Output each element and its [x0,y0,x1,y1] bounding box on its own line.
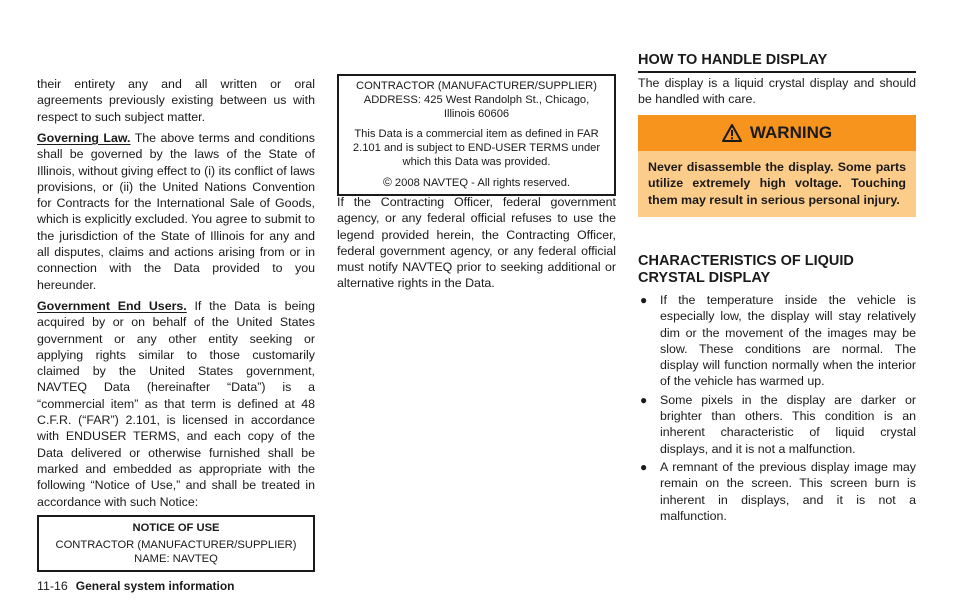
governing-law-heading: Governing Law. [37,131,131,145]
bullet-text: A remnant of the previous display image may remain on the screen. This screen burn is inherent in displays, and it is not a malfunction. [660,459,916,523]
warning-title: WARNING [749,123,833,142]
government-end-users-heading: Government End Users. [37,299,187,313]
contractor-line-1: CONTRACTOR (MANUFACTURER/SUPPLIER) [356,80,597,92]
lcd-characteristics-heading [638,253,916,287]
bullet-text: If the temperature inside the vehicle is especially low, the display will stay relatively dim or the movement of the images may be slow. These conditions are normal. The display will function normally when the interior of the vehicle has warmed up. [660,293,916,389]
notice-title: NOTICE OF USE [132,522,220,534]
lcd-characteristics-list [638,292,916,524]
contractor-line-2: ADDRESS: 425 West Randolph St., Chicago, [363,94,590,106]
bullet-icon: ● [640,459,648,474]
handle-display-heading: HOW TO HANDLE DISPLAY [638,52,828,68]
contractor-line-6: which this Data was provided. [402,156,551,168]
list-item [638,292,916,390]
warning-text: Never disassemble the display. Some parts utilize extremely high voltage. Touching them may result in serious personal injury. [638,151,916,217]
governing-law-text: The above terms and conditions shall be governed by the laws of the State of Illinois, without giving effect to (i) its conflict of laws provisions, or (ii) the United Nations Convention for Contracts for the International Sale of Goods, which is explicitly excluded. You agree to submit to the jurisdiction of the State of Illinois for any and all disputes, claims and actions arising from or in connection with the Data provided to you hereunder. [37,131,316,292]
list-item [638,392,916,457]
page-number: 11-16 [37,579,68,593]
page-footer [37,578,235,594]
contracting-officer-paragraph: If the Contracting Officer, federal government agency, or any federal official refuses to use the legend provided herein, the Contracting Officer, federal government agency, or any federal official must notify NAVTEQ prior to seeking additional or alternative rights in the Data. [337,195,616,291]
copyright-icon: © [382,175,392,189]
bullet-text: Some pixels in the display are darker or brighter than others. This condition is an inherent characteristic of liquid crystal displays, and it is not a malfunction. [660,392,916,456]
notice-of-use-box [37,515,315,572]
lcd-heading-line-2: CRYSTAL DISPLAY [638,270,771,286]
notice-line-2: NAME: NAVTEQ [134,553,218,565]
governing-law-paragraph [37,130,315,293]
handle-display-intro: The display is a liquid crystal display and should be handled with care. [638,76,916,107]
lcd-characteristics-section [638,253,916,526]
warning-header [638,115,916,151]
bullet-icon: ● [640,293,648,307]
notice-line-1: CONTRACTOR (MANUFACTURER/SUPPLIER) [55,539,297,551]
government-end-users-paragraph [37,298,315,510]
copyright-line [345,175,608,190]
contractor-box [337,74,616,196]
warning-triangle-icon [722,124,742,142]
bullet-icon: ● [640,392,648,407]
contractor-line-5: 2.101 and is subject to END-USER TERMS under [352,142,601,154]
lcd-heading-line-1: CHARACTERISTICS OF LIQUID [638,253,854,269]
warning-box [638,115,916,217]
handle-display-section [638,52,916,108]
continuation-paragraph: their entirety any and all written or oral agreements previously existing between us with respect to such subject matter. [37,77,315,124]
contractor-line-4: This Data is a commercial item as defined in FAR [354,128,599,140]
copyright-text: 2008 NAVTEQ - All rights reserved. [391,177,571,189]
heading-rule [638,71,916,73]
list-item [638,459,916,524]
government-end-users-text: If the Data is being acquired by or on behalf of the United States government or any other entity seeking or applying rights similar to those customarily claimed by the United States government, NAVTEQ Data (hereinafter “Data”) is a “commercial item” as that term is defined at 48 C.F.R. (“FAR”) 2.101, is licensed in accordance with ENDUSER TERMS, and each copy of the Data delivered or otherwise furnished shall be marked and embedded as appropriate with the following “Notice of Use,” and shall be treated in accordance with such Notice: [37,299,315,509]
section-title: General system information [75,579,235,593]
contractor-line-3: Illinois 60606 [443,108,510,120]
